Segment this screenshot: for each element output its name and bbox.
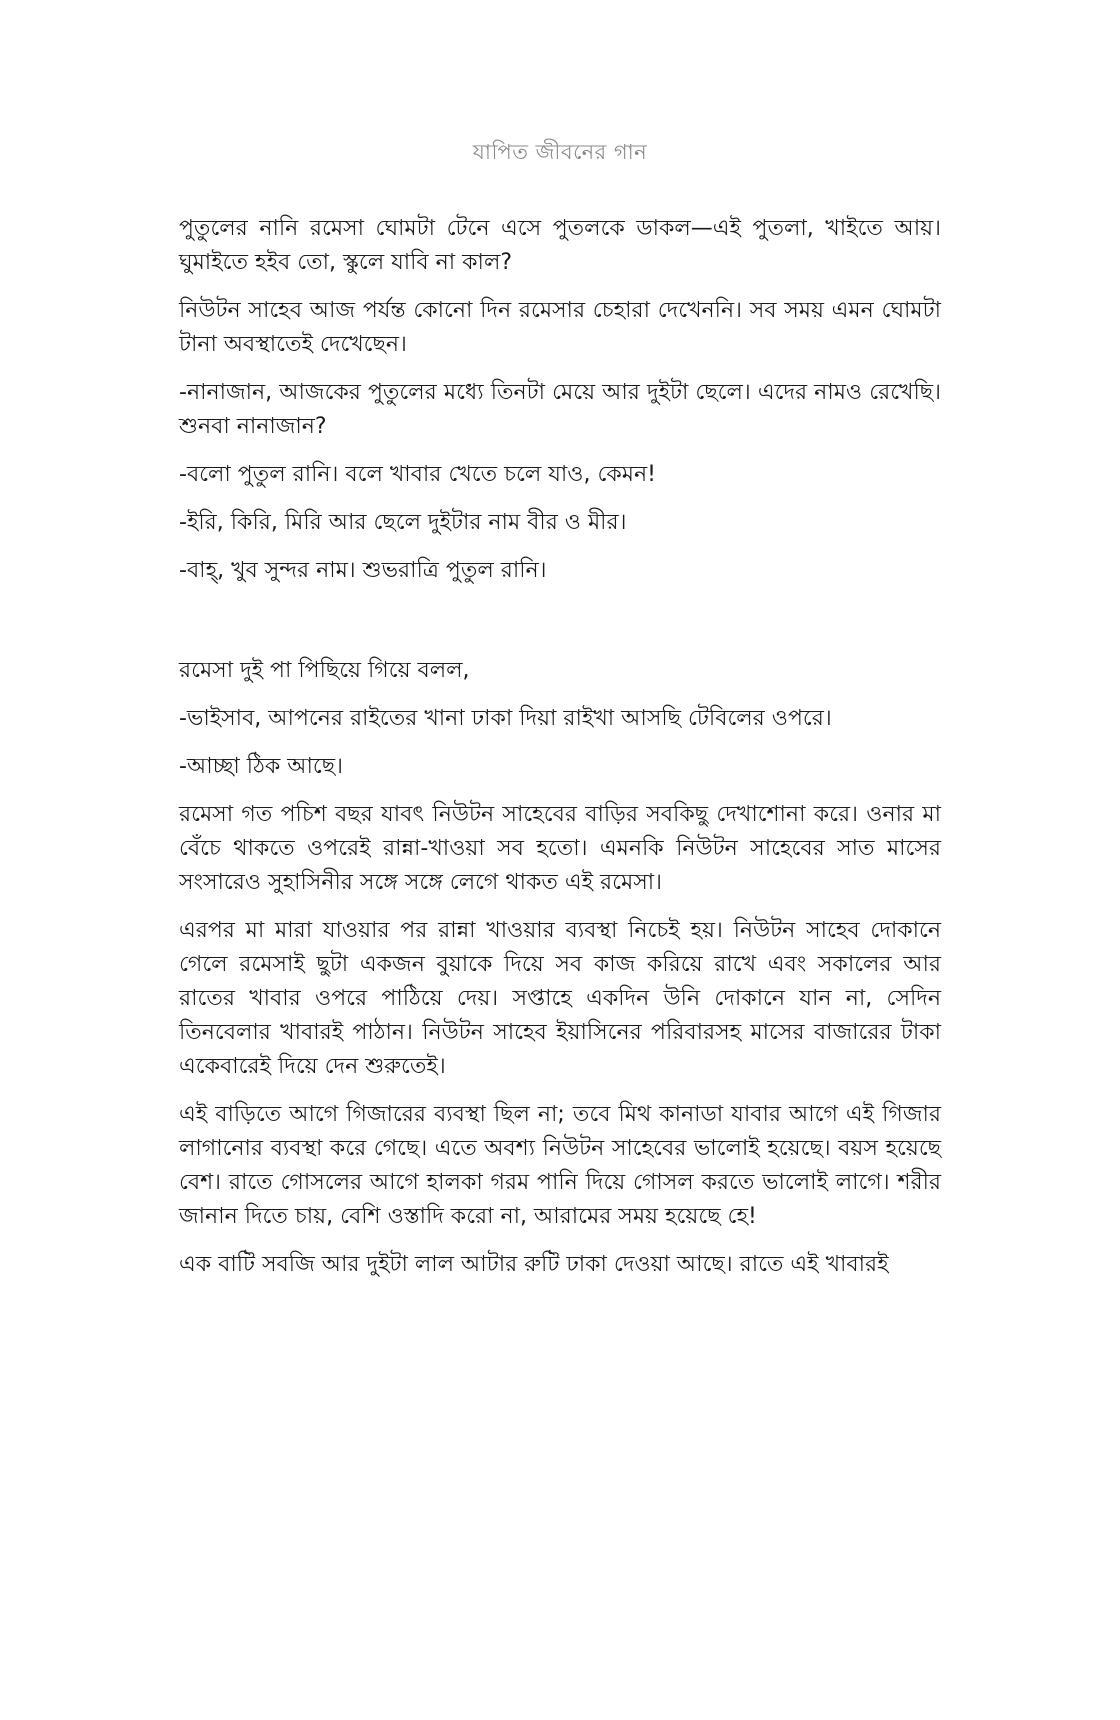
paragraph: -বাহ্‌, খুব সুন্দর নাম। শুভরাত্রি পুতুল রানি। — [179, 558, 547, 583]
paragraph: রমেসা দুই পা পিছিয়ে গিয়ে বলল, — [179, 658, 470, 683]
paragraph: -ভাইসাব, আপনের রাইতের খানা ঢাকা দিয়া রাইখা আসছি টেবিলের ওপরে। — [179, 706, 832, 731]
paragraph: এক বাটি সবজি আর দুইটা লাল আটার রুটি ঢাকা দেওয়া আছে। রাতে এই খাবারই — [179, 1252, 889, 1277]
paragraph: -আচ্ছা ঠিক আছে। — [179, 754, 343, 779]
paragraph: -বলো পুতুল রানি। বলে খাবার খেতে চলে যাও, কেমন! — [179, 462, 656, 487]
paragraph: পুতুলের নানি রমেসা ঘোমটা টেনে এসে পুতলকে ডাকল—এই পুতলা, খাইতে আয়। ঘুমাইতে হইব তো, স্কুলে যাবি না কাল? — [179, 216, 941, 275]
running-header: যাপিত জীবনের গান — [472, 140, 648, 164]
paragraph: এরপর মা মারা যাওয়ার পর রান্না খাওয়ার ব্যবস্থা নিচেই হয়। নিউটন সাহেব দোকানে গেলে রমেসাই ছুটা একজন বুয়াকে দিয়ে সব কাজ করিয়ে রাখে এবং সকালের আর রাতের খাবার ওপরে পাঠিয়ে দেয়। সপ্তাহে একদিন উনি দোকানে যান না, সেদিন তিনবেলার খাবারই পাঠান। নিউটন সাহেব ইয়াসিনের পরিবারসহ মাসের বাজারের টাকা একেবারেই দিয়ে দেন শুরুতেই। — [179, 918, 941, 1079]
body-text — [179, 212, 941, 1296]
paragraph: এই বাড়িতে আগে গিজারের ব্যবস্থা ছিল না; তবে মিথ কানাডা যাবার আগে এই গিজার লাগানোর ব্যবস্থা করে গেছে। এতে অবশ্য নিউটন সাহেবের ভালোই হয়েছে। বয়স হয়েছে বেশ। রাতে গোসলের আগে হালকা গরম পানি দিয়ে গোসল করতে ভালোই লাগে। শরীর জানান দিতে চায়, বেশি ওস্তাদি করো না, আরামের সময় হয়েছে হে! — [179, 1102, 941, 1229]
paragraph: -নানাজান, আজকের পুতুলের মধ্যে তিনটা মেয়ে আর দুইটা ছেলে। এদের নামও রেখেছি। শুনবা নানাজান? — [179, 380, 941, 439]
paragraph: -ইরি, কিরি, মিরি আর ছেলে দুইটার নাম বীর ও মীর। — [179, 510, 627, 535]
paragraph: নিউটন সাহেব আজ পর্যন্ত কোনো দিন রমেসার চেহারা দেখেননি। সব সময় এমন ঘোমটা টানা অবস্থাতেই দেখেছেন। — [179, 298, 941, 357]
paragraph: রমেসা গত পচিশ বছর যাবৎ নিউটন সাহেবের বাড়ির সবকিছু দেখাশোনা করে। ওনার মা বেঁচে থাকতে ওপরেই রান্না-খাওয়া সব হতো। এমনকি নিউটন সাহেবের সাত মাসের সংসারেও সুহাসিনীর সঙ্গে সঙ্গে লেগে থাকত এই রমেসা। — [179, 802, 941, 895]
